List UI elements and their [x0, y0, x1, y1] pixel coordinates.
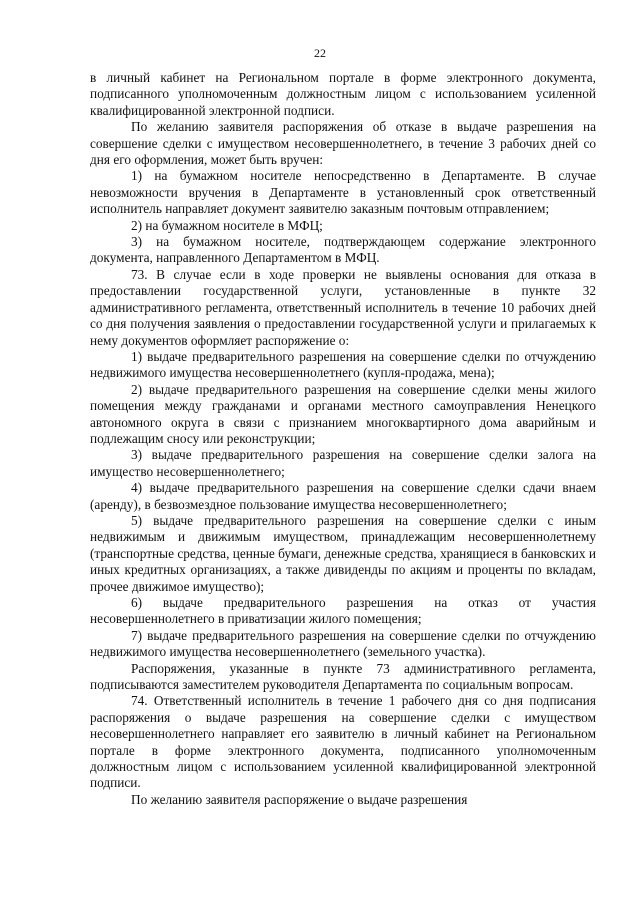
paragraph: По желанию заявителя распоряжения об отказе в выдаче разрешения на совершение сделки с имуществом несовершеннолетнего, в течение 3 рабочих дней со дня его оформления, может быть вручен:: [90, 119, 596, 168]
page-body: [90, 70, 596, 808]
list-item: 4) выдаче предварительного разрешения на совершение сделки сдачи внаем (аренду), в безвозмездное пользование имущества несовершеннолетнего;: [90, 480, 596, 512]
paragraph: 73. В случае если в ходе проверки не выявлены основания для отказа в предоставлении государственной услуги, установленные в пункте 32 административного регламента, ответственный исполнитель в течение 10 рабочих дней со дня получения заявления о предоставлении государственной услуги и прилагаемых к нему документов оформляет распоряжение о:: [90, 266, 596, 348]
list-item: 6) выдаче предварительного разрешения на отказ от участия несовершеннолетнего в приватизации жилого помещения;: [90, 595, 596, 627]
list-item: 1) выдаче предварительного разрешения на совершение сделки по отчуждению недвижимого имущества несовершеннолетнего (купля-продажа, мена);: [90, 348, 596, 381]
paragraph: 74. Ответственный исполнитель в течение 1 рабочего дня со дня подписания распоряжения о выдаче разрешения на совершение сделки с имуществом несовершеннолетнего направляет его заявителю в личный кабинет на Региональном портале в форме электронного документа, подписанного уполномоченным должностным лицом с использованием усиленной квалифицированной электронной подписи.: [90, 693, 596, 791]
list-item: 3) выдаче предварительного разрешения на совершение сделки залога на имущество несовершеннолетнего;: [90, 447, 596, 479]
list-item: 3) на бумажном носителе, подтверждающем содержание электронного документа, направленного Департаментом в МФЦ.: [90, 234, 596, 266]
list-item: 2) на бумажном носителе в МФЦ;: [131, 217, 323, 233]
paragraph: По желанию заявителя распоряжение о выдаче разрешения: [131, 791, 468, 807]
paragraph: Распоряжения, указанные в пункте 73 административного регламента, подписываются заместителем руководителя Департамента по социальным вопросам.: [90, 660, 596, 693]
page-number: 22: [314, 46, 326, 60]
list-item: 1) на бумажном носителе непосредственно в Департаменте. В случае невозможности вручения в Департаменте в установленный срок ответственный исполнитель направляет документ заявителю заказным почтовым отправлением;: [90, 168, 596, 217]
list-item: 2) выдаче предварительного разрешения на совершение сделки мены жилого помещения между гражданами и органами местного самоуправления Ненецкого автономного округа в связи с признанием многоквартирного дома аварийным и подлежащим сносу или реконструкции;: [90, 381, 596, 446]
paragraph: в личный кабинет на Региональном портале в форме электронного документа, подписанного уполномоченным должностным лицом с использованием усиленной квалифицированной электронной подписи.: [90, 70, 596, 118]
list-item: 7) выдаче предварительного разрешения на совершение сделки по отчуждению недвижимого имущества несовершеннолетнего (земельного участка).: [90, 627, 596, 660]
list-item: 5) выдаче предварительного разрешения на совершение сделки с иным недвижимым и движимым имуществом, принадлежащим несовершеннолетнему (транспортные средства, ценные бумаги, денежные средства, хранящиеся в банковских и иных кредитных организациях, а также дивиденды по акциям и проценты по вкладам, прочее движимое имущество);: [90, 512, 596, 594]
